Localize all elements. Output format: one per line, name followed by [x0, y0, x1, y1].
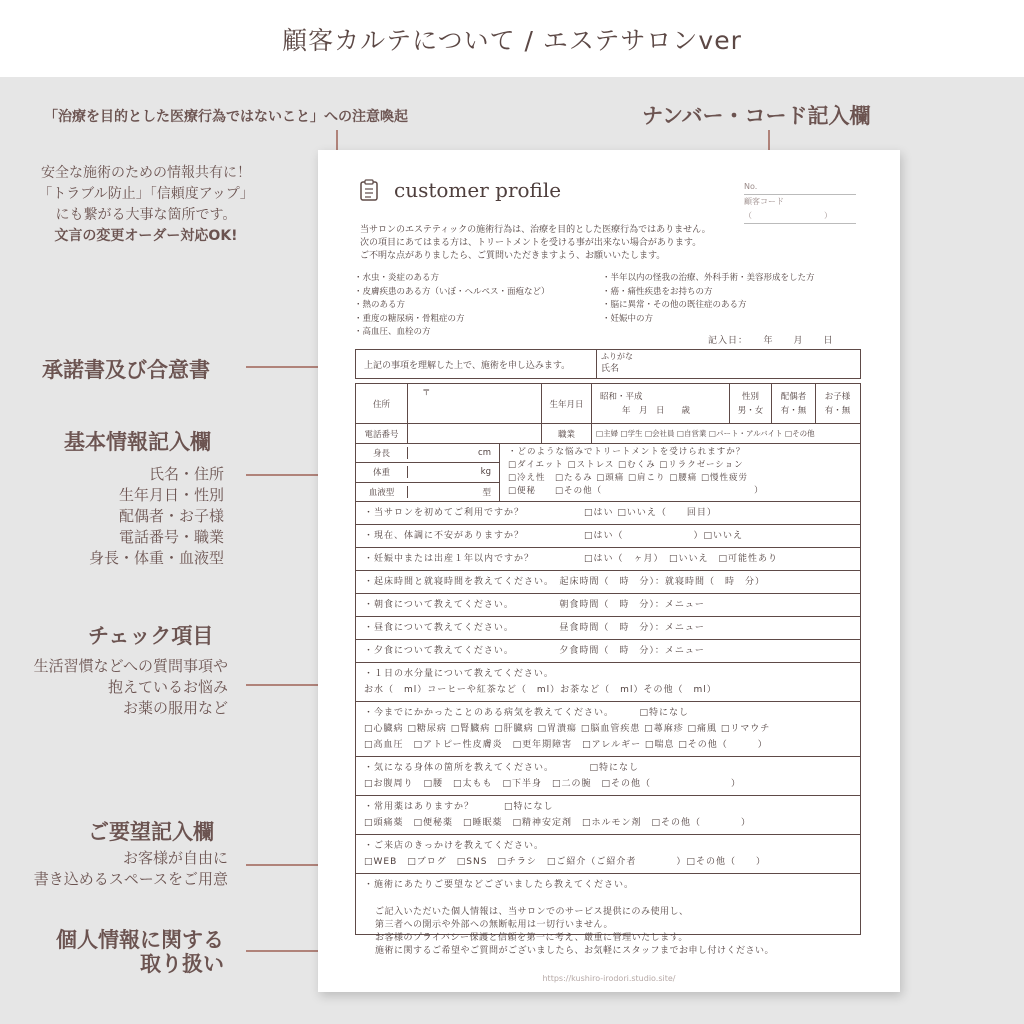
water-row[interactable] [356, 663, 860, 702]
request-description [0, 848, 228, 890]
privacy-line-1: ご記入いただいた個人情報は、当サロンでのサービス提供にのみ使用し、 [375, 907, 689, 917]
sheet-title: customer profile [394, 178, 562, 202]
conditions-list [354, 272, 874, 340]
body-measurements [356, 444, 500, 501]
consent-text: 上記の事項を理解した上で、施術を申し込みます。 [364, 361, 571, 371]
conditions-left [354, 272, 602, 340]
visit-options: □WEB □ブログ □SNS □チラシ □ご紹介（ご紹介者 ）□その他（ ） [364, 857, 766, 867]
weight-row[interactable] [356, 463, 499, 482]
question-row[interactable]: ・夕食について教えてください。 夕食時間（ 時 分）：メニュー [356, 640, 860, 663]
check-line-2: 抱えているお悩み [107, 678, 228, 696]
question-row[interactable]: ・現在、体調に不安がありますか？ □はい（ ）□いいえ [356, 525, 860, 548]
address-field[interactable]: 〒 [408, 384, 542, 423]
customer-profile-sheet [318, 150, 900, 992]
privacy-line-2: 第三者への開示や外部への無断転用は一切行いません。 [375, 920, 614, 930]
job-label: 職業 [542, 424, 592, 443]
caution-line-1: 安全な施術のための情報共有に！ [41, 165, 251, 181]
medicine-question: ・常用薬はありますか？ □特になし [364, 802, 554, 812]
address-row [356, 384, 860, 424]
question-row[interactable]: ・当サロンを初めてご利用ですか？ □はい □いいえ（ 回目） [356, 502, 860, 525]
era-label: 昭和・平成 [600, 391, 643, 402]
basic-line-3: 配偶者・お子様 [118, 507, 224, 525]
header-bar [0, 0, 1024, 77]
question-row[interactable]: ・起床時間と就寝時間を教えてください。 起床時間（ 時 分）：就寝時間（ 時 分） [356, 571, 860, 594]
condition-item: ・熱のある方 [354, 300, 406, 310]
privacy-line-4: 施術に関するご希望やご質問がございましたら、お気軽にスタッフまでお申し付けください。 [375, 946, 775, 956]
consent-heading: 承諾書及び合意書 [42, 358, 210, 382]
caution-heading: 「治療を目的とした医療行為ではないこと」への注意喚起 [44, 109, 408, 125]
privacy-heading-2: 取り扱い [140, 952, 224, 976]
condition-item: ・皮膚疾患のある方（いぼ・ヘルペス・面疱など） [354, 286, 550, 297]
furigana-label: ふりがな [601, 352, 633, 361]
condition-item: ・癌・痛性疾患をお持ちの方 [602, 286, 713, 297]
question-row[interactable]: ・昼食について教えてください。 昼食時間（ 時 分）：メニュー [356, 617, 860, 640]
check-line-3: お薬の服用など [122, 699, 228, 717]
body-question: ・気になる身体の箇所を教えてください。 □特になし [364, 763, 640, 773]
caution-line-2: 「トラブル防止」「信頼度アップ」 [38, 186, 254, 202]
water-answer: お水（ ml）コーヒーや紅茶など（ ml）お茶など（ ml）その他（ ml） [364, 685, 717, 695]
check-description [0, 656, 228, 719]
gender-label: 性別 [741, 391, 759, 402]
height-label: 身長 [356, 447, 408, 459]
basic-description [40, 464, 224, 569]
blood-unit: 型 [482, 487, 491, 498]
visit-question: ・ご来店のきっかけを教えてください。 [364, 841, 545, 851]
caution-bold: 文言の変更オーダー対応OK! [54, 228, 238, 244]
illness-question: ・今までにかかったことのある病気を教えてください。 □特になし [364, 708, 690, 718]
no-field[interactable]: No. [744, 180, 856, 195]
condition-item: ・妊娠中の方 [602, 313, 654, 324]
request-line-1: お客様が自由に [122, 849, 228, 867]
illness-options-1: □心臓病 □糖尿病 □腎臓病 □肝臓病 □胃潰瘍 □脳血管疾患 □蕁麻疹 □痛風 □リマウチ [364, 724, 771, 734]
code-field[interactable]: 顧客コード（ ） [744, 195, 856, 224]
question-row[interactable]: ・朝食について教えてください。 朝食時間（ 時 分）：メニュー [356, 594, 860, 617]
children-label: お子様 [824, 391, 851, 402]
check-line-1: 生活習慣などへの質問事項や [33, 657, 228, 675]
basic-line-2: 生年月日・性別 [118, 486, 224, 504]
visit-row[interactable] [356, 835, 860, 874]
number-code-box [744, 180, 856, 224]
blood-label: 血液型 [356, 486, 408, 498]
basic-line-4: 電話番号・職業 [118, 528, 224, 546]
intro-line-2: 次の項目にあてはまる方は、トリートメントを受ける事が出来ない場合があります。 [360, 238, 702, 248]
request-line-2: 書き込めるスペースをご用意 [33, 870, 228, 888]
privacy-line-3: お客様のプライバシー保護と信頼を第一に考え、厳重に管理いたします。 [375, 933, 688, 943]
worries-options-3: □便秘 □その他（ ） [508, 486, 764, 496]
request-question: ・施術にあたりご要望などございましたら教えてください。 [364, 880, 635, 890]
illness-options-2: □高血圧 □アトピー性皮膚炎 □更年期障害 □アレルギー □喘息 □その他（ ） [364, 740, 768, 750]
condition-item: ・高血圧、血栓の方 [354, 327, 431, 337]
basic-line-5: 身長・体重・血液型 [88, 549, 224, 567]
intro-text [360, 224, 870, 263]
height-row[interactable] [356, 444, 499, 463]
height-unit: cm [478, 448, 491, 459]
clipboard-icon [360, 179, 378, 201]
body-options: □お腹周り □腰 □太もも □下半身 □二の腕 □その他（ ） [364, 779, 742, 789]
condition-item: ・水虫・炎症のある方 [354, 273, 440, 283]
weight-unit: kg [480, 467, 491, 478]
job-options[interactable]: □主婦 □学生 □会社員 □自営業 □パート・アルバイト □その他 [596, 429, 815, 438]
children-field[interactable] [816, 384, 859, 423]
weight-label: 体重 [356, 466, 408, 478]
consent-box [355, 349, 861, 379]
condition-item: ・重度の糖尿病・骨粗症の方 [354, 313, 465, 324]
body-info-row [356, 444, 860, 502]
gender-field[interactable] [730, 384, 772, 423]
privacy-notice [355, 890, 861, 968]
birthday-label: 生年月日 [542, 384, 592, 423]
privacy-heading-1: 個人情報に関する [56, 928, 224, 952]
page-title: 顧客カルテについて / エステサロンver [282, 25, 742, 55]
gender-value: 男・女 [737, 405, 764, 416]
children-value: 有・無 [824, 405, 851, 416]
basic-line-1: 氏名・住所 [148, 465, 224, 483]
number-heading: ナンバー・コード記入欄 [642, 104, 871, 128]
phone-label: 電話番号 [356, 424, 408, 443]
phone-field[interactable] [408, 424, 542, 443]
site-url: https://kushiro-irodori.studio.site/ [542, 974, 676, 983]
worries-options-2: □冷え性 □たるみ □頭痛 □肩こり □腰痛 □慢性疲労 [508, 473, 748, 483]
basic-info-table [355, 383, 861, 935]
entry-date[interactable]: 記入日： 年 月 日 [708, 336, 834, 346]
worries-options-1: □ダイエット □ストレス □むくみ □リラクゼーション [508, 460, 744, 470]
name-field[interactable] [596, 350, 633, 378]
condition-item: ・半年以内の怪我の治療、外科手術・美容形成をした方 [602, 273, 815, 283]
worries-question: ・どのような悩みでトリートメントを受けられますか？ [508, 447, 746, 457]
spouse-label: 配偶者 [780, 391, 807, 402]
medicine-options: □頭痛薬 □便秘薬 □睡眠薬 □精神安定剤 □ホルモン剤 □その他（ ） [364, 818, 752, 828]
phone-row [356, 424, 860, 444]
caution-description [0, 163, 292, 247]
birthday-field[interactable] [592, 384, 730, 423]
illness-row[interactable] [356, 702, 860, 757]
water-question: ・１日の水分量について教えてください。 [364, 669, 554, 679]
conditions-right [602, 272, 872, 340]
basic-heading: 基本情報記入欄 [64, 430, 211, 454]
question-row[interactable]: ・妊娠中または出産１年以内ですか？ □はい（ ヶ月） □いいえ □可能性あり [356, 548, 860, 571]
condition-item: ・脳に異常・その他の既往症のある方 [602, 300, 747, 310]
intro-line-3: ご不明な点がありましたら、ご質問いただきますよう、お願いいたします。 [360, 251, 666, 261]
address-label: 住所 [356, 384, 408, 423]
privacy-heading [40, 928, 224, 976]
worries-field[interactable] [500, 444, 860, 501]
spouse-field[interactable] [772, 384, 816, 423]
spouse-value: 有・無 [780, 405, 807, 416]
body-row[interactable] [356, 757, 860, 796]
ymd-label: 年 月 日 歳 [622, 405, 691, 416]
check-heading: チェック項目 [88, 624, 214, 648]
request-heading: ご要望記入欄 [88, 820, 214, 844]
blood-row[interactable] [356, 483, 499, 501]
medicine-row[interactable] [356, 796, 860, 835]
name-label: 氏名 [601, 364, 620, 374]
intro-line-1: 当サロンのエステティックの施術行為は、治療を目的とした医療行為ではありません。 [360, 225, 711, 235]
caution-line-3: にも繋がる大事な箇所です。 [55, 207, 237, 223]
